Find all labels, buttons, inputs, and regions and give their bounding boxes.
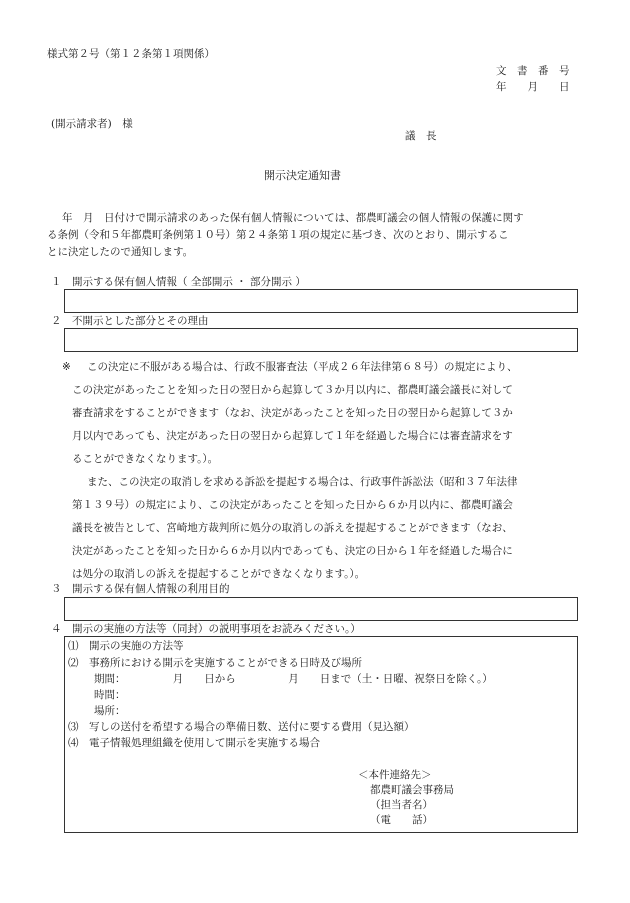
section-3-field xyxy=(64,597,578,621)
document-number-label: 文 書 番 号 xyxy=(496,65,570,77)
note-p2-line-5: は処分の取消しの訴えを提起することができなくなります。）。 xyxy=(72,568,366,580)
section-1-label: 開示する保有個人情報（ 全部開示 ・ 部分開示 ） xyxy=(72,276,306,288)
contact-phone: （電 話） xyxy=(370,814,433,826)
page-title: 開示決定通知書 xyxy=(264,169,341,182)
section-2-label: 不開示とした部分とその理由 xyxy=(72,315,209,327)
note-p1-line-4: 月以内であっても、決定があった日の翌日から起算して１年を経過した場合には審査請求をす xyxy=(72,430,513,442)
section-4-time: 時間： xyxy=(94,689,126,701)
section-4-item-2: ⑵ 事務所における開示を実施することができる日時及び場所 xyxy=(68,657,362,669)
contact-person: （担当者名） xyxy=(370,799,433,811)
section-4-number: ４ xyxy=(51,623,62,635)
note-p2-line-4: 決定があったことを知った日から６か月以内であっても、決定の日から１年を経過した場合に xyxy=(72,545,513,557)
note-mark: ※ xyxy=(62,361,71,373)
intro-line-3: とに決定したので通知します。 xyxy=(47,246,194,258)
intro-line-2: る条例（令和５年都農町条例第１０号）第２４条第１項の規定に基づき、次のとおり、開示するこ xyxy=(47,229,509,241)
section-4-item-4: ⑷ 電子情報処理組織を使用して開示を実施する場合 xyxy=(68,737,320,749)
note-p1-line-3: 審査請求をすることができます（なお、決定があったことを知った日の翌日から起算して３か xyxy=(72,407,513,419)
recipient: (開示請求者) 様 xyxy=(51,118,133,130)
intro-line-1: 年 月 日付けで開示請求のあった保有個人情報については、都農町議会の個人情報の保護に関す xyxy=(62,212,524,224)
note-p1-line-5: ることができなくなります。）。 xyxy=(72,453,219,465)
section-3-number: ３ xyxy=(51,583,62,595)
date-label: 年 月 日 xyxy=(496,81,570,93)
contact-heading: ＜本件連絡先＞ xyxy=(358,769,432,781)
note-p1-line-1: この決定に不服がある場合は、行政不服審査法（平成２６年法律第６８号）の規定により、 xyxy=(87,361,518,373)
section-4-place: 場所： xyxy=(94,705,126,717)
contact-office: 都農町議会事務局 xyxy=(370,784,454,796)
note-p1-line-2: この決定があったことを知った日の翌日から起算して３か月以内に、都農町議会議長に対して xyxy=(72,384,513,396)
note-p2-line-3: 議長を被告として、宮崎地方裁判所に処分の取消しの訴えを提起することができます（なお、 xyxy=(72,522,513,534)
section-1-field xyxy=(64,289,578,313)
section-2-field xyxy=(64,328,578,352)
note-p2-line-2: 第１３９号）の規定により、この決定があったことを知った日から６か月以内に、都農町議会 xyxy=(72,499,513,511)
sender: 議 長 xyxy=(405,130,437,142)
section-4-period: 期間： 月 日から 月 日まで（土・日曜、祝祭日を除く。） xyxy=(94,673,493,685)
section-4-item-1: ⑴ 開示の実施の方法等 xyxy=(68,640,184,652)
section-1-number: １ xyxy=(51,276,62,288)
section-2-number: ２ xyxy=(51,315,62,327)
section-4-item-3: ⑶ 写しの送付を希望する場合の準備日数、送付に要する費用（見込額） xyxy=(68,721,415,733)
section-4-label: 開示の実施の方法等（同封）の説明事項をお読みください。） xyxy=(72,623,361,635)
section-3-label: 開示する保有個人情報の利用目的 xyxy=(72,583,230,595)
note-p2-line-1: また、この決定の取消しを求める訴訟を提起する場合は、行政事件訴訟法（昭和３７年法律 xyxy=(87,476,518,488)
form-number: 様式第２号（第１２条第１項関係） xyxy=(47,48,215,60)
